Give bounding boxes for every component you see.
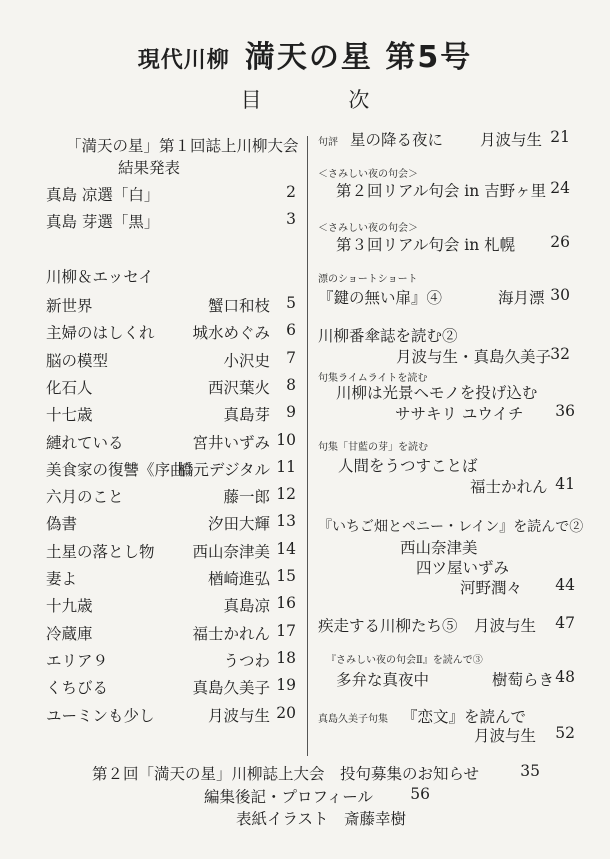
entry-page: 14 bbox=[276, 540, 296, 558]
entry-author: 楢崎進弘 bbox=[207, 570, 270, 588]
contest-sub: 結果発表 bbox=[118, 159, 181, 177]
shissou-author: 月波与生 bbox=[474, 617, 537, 635]
entry-title: くちびる bbox=[46, 679, 109, 697]
entry-page: 11 bbox=[276, 458, 296, 476]
entry-author: 藤一郎 bbox=[223, 488, 270, 506]
entry-page: 17 bbox=[276, 622, 296, 640]
entry-page: 9 bbox=[286, 403, 296, 421]
koibumi-title: 『恋文』を読んで bbox=[402, 708, 527, 726]
bangasa-page: 32 bbox=[550, 345, 570, 363]
shissou-page: 47 bbox=[555, 614, 575, 632]
entry-author: 橋元デジタル bbox=[177, 461, 270, 479]
kukai2-title: 多弁な真夜中 bbox=[336, 671, 430, 689]
kukai2-page: 48 bbox=[555, 668, 575, 686]
entry-author: 小沢史 bbox=[223, 352, 270, 370]
short-label: 漂のショートショート bbox=[318, 274, 418, 285]
sabishii1-page: 24 bbox=[550, 179, 570, 197]
amaeru-page: 41 bbox=[555, 475, 575, 493]
penny-author-3: 河野潤々 bbox=[460, 579, 523, 597]
entry-page: 16 bbox=[276, 594, 296, 612]
entry-author: うつわ bbox=[223, 652, 270, 670]
sabishii2-page: 26 bbox=[550, 233, 570, 251]
column-divider bbox=[307, 136, 308, 756]
jihyo-label: 句評 bbox=[318, 137, 338, 148]
entry-page: 13 bbox=[276, 512, 296, 530]
penny-page: 44 bbox=[555, 576, 575, 594]
sabishii1-label: ＜さみしい夜の句会＞ bbox=[318, 169, 418, 180]
entry-page: 6 bbox=[286, 321, 296, 339]
entry-title: 十七歳 bbox=[46, 406, 93, 424]
limelight-page: 36 bbox=[555, 402, 575, 420]
footer-page-1: 35 bbox=[520, 762, 540, 780]
koibumi-author: 月波与生 bbox=[474, 727, 537, 745]
section-heading: 川柳＆エッセイ bbox=[46, 268, 154, 286]
footer-page-2: 56 bbox=[410, 785, 430, 803]
short-author: 海月漂 bbox=[498, 289, 545, 307]
sabishii1-title: 第２回リアル句会 in 吉野ヶ里 bbox=[336, 182, 547, 200]
entry-author: 真島久美子 bbox=[192, 679, 270, 697]
entry-title: 妻よ bbox=[46, 570, 78, 588]
series-label: 現代川柳 bbox=[137, 48, 230, 73]
entry-title: 土星の落とし物 bbox=[46, 543, 155, 561]
entry-author: 西沢葉火 bbox=[207, 379, 270, 397]
entry-title: 偽書 bbox=[46, 515, 78, 533]
entry-title: 六月のこと bbox=[46, 488, 124, 506]
judge-2-page: 3 bbox=[286, 210, 296, 228]
entry-page: 20 bbox=[276, 704, 296, 722]
short-title: 『鍵の無い扉』④ bbox=[318, 289, 443, 307]
entry-author: 宮井いずみ bbox=[192, 434, 270, 452]
entry-page: 18 bbox=[276, 649, 296, 667]
entry-author: 月波与生 bbox=[207, 707, 270, 725]
shissou-title: 疾走する川柳たち⑤ bbox=[318, 617, 458, 635]
toc-heading: 目 次 bbox=[240, 88, 410, 112]
entry-title: 十九歳 bbox=[46, 597, 93, 615]
contest-title: 「満天の星」第１回誌上川柳大会 bbox=[66, 137, 299, 155]
short-page: 30 bbox=[550, 286, 570, 304]
kukai2-label: 『さみしい夜の句会Ⅱ』を読んで③ bbox=[326, 655, 483, 666]
entry-page: 12 bbox=[276, 485, 296, 503]
koibumi-label: 真島久美子句集 bbox=[318, 714, 388, 725]
entry-author: 汐田大輝 bbox=[207, 515, 270, 533]
entry-page: 5 bbox=[286, 294, 296, 312]
sabishii2-title: 第３回リアル句会 in 札幌 bbox=[336, 236, 516, 254]
bangasa-author: 月波与生・真島久美子 bbox=[396, 348, 552, 366]
entry-title: 主婦のはしくれ bbox=[46, 324, 155, 342]
amaeru-author: 福士かれん bbox=[470, 478, 548, 496]
judge-1-page: 2 bbox=[286, 183, 296, 201]
jihyo-title: 星の降る夜に bbox=[350, 131, 444, 149]
penny-title: 『いちご畑とペニー・レイン』を読んで② bbox=[318, 519, 584, 535]
entry-page: 10 bbox=[276, 431, 296, 449]
entry-page: 15 bbox=[276, 567, 296, 585]
kukai2-author: 樹萄らき bbox=[492, 671, 555, 689]
entry-page: 8 bbox=[286, 376, 296, 394]
magazine-name: 満天の星 第5号 bbox=[244, 40, 473, 75]
entry-author: 真島凉 bbox=[223, 597, 270, 615]
entry-author: 真島芽 bbox=[223, 406, 270, 424]
sabishii2-label: ＜さみしい夜の句会＞ bbox=[318, 223, 418, 234]
koibumi-page: 52 bbox=[555, 724, 575, 742]
footer-line-2: 編集後記・プロフィール bbox=[204, 788, 373, 806]
magazine-title bbox=[0, 32, 610, 76]
entry-page: 19 bbox=[276, 676, 296, 694]
penny-author-1: 西山奈津美 bbox=[400, 539, 478, 557]
penny-author-2: 四ツ屋いずみ bbox=[416, 559, 510, 577]
entry-title: ユーミンも少し bbox=[46, 707, 155, 725]
amaeru-label: 句集「甘藍の芽」を読む bbox=[318, 442, 428, 453]
entry-author: 西山奈津美 bbox=[192, 543, 270, 561]
limelight-label: 句集ライムライトを読む bbox=[318, 373, 428, 384]
limelight-title: 川柳は光景ヘモノを投げ込む bbox=[336, 384, 538, 402]
entry-author: 蟹口和枝 bbox=[207, 297, 270, 315]
entry-title: 新世界 bbox=[46, 297, 93, 315]
jihyo-author: 月波与生 bbox=[480, 131, 543, 149]
footer-line-3: 表紙イラスト 斎藤幸樹 bbox=[236, 810, 407, 828]
entry-author: 城水めぐみ bbox=[192, 324, 270, 342]
bangasa-title: 川柳番傘誌を読む② bbox=[318, 327, 458, 345]
entry-title: 美食家の復讐《序曲》 bbox=[46, 461, 202, 479]
jihyo-page: 21 bbox=[550, 128, 570, 146]
entry-title: 冷蔵庫 bbox=[46, 625, 93, 643]
judge-1-title: 真島 凉選「白」 bbox=[46, 186, 160, 204]
footer-line-1: 第２回「満天の星」川柳誌上大会 投句募集のお知らせ bbox=[92, 765, 480, 783]
entry-author: 福士かれん bbox=[192, 625, 270, 643]
entry-title: 脳の模型 bbox=[46, 352, 109, 370]
judge-2-title: 真島 芽選「黒」 bbox=[46, 213, 160, 231]
entry-page: 7 bbox=[286, 349, 296, 367]
limelight-author: ササキリ ユウイチ bbox=[395, 405, 524, 423]
entry-title: エリア９ bbox=[46, 652, 109, 670]
amaeru-title: 人間をうつすことば bbox=[338, 457, 478, 475]
entry-title: 化石人 bbox=[46, 379, 93, 397]
entry-title: 縺れている bbox=[46, 434, 124, 452]
